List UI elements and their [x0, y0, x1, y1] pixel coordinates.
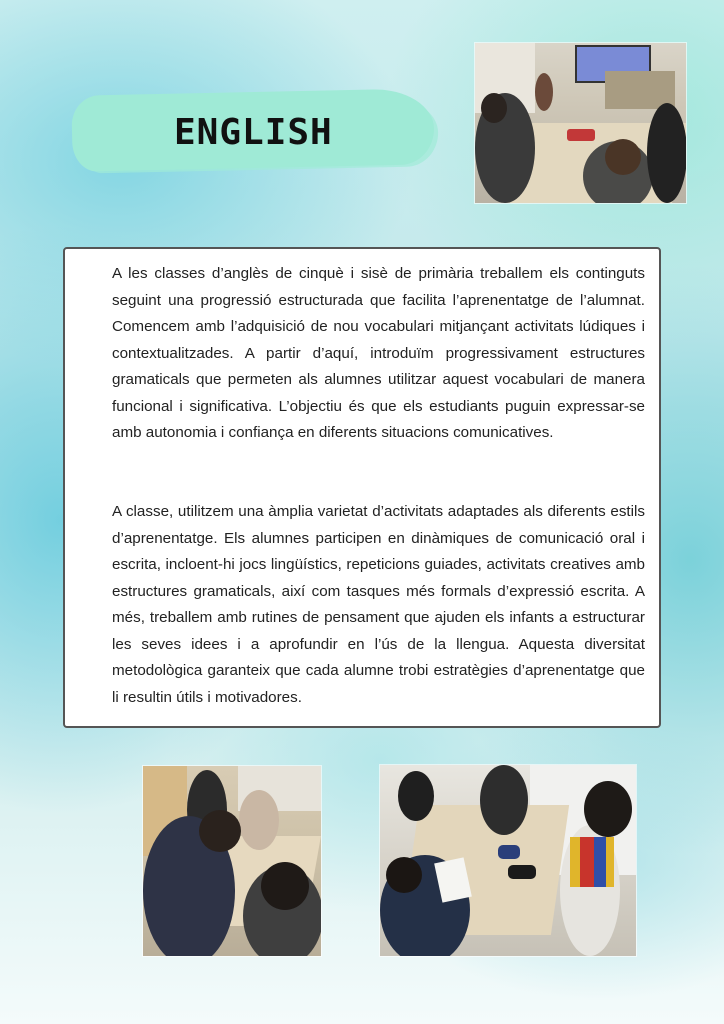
description-text-box	[63, 247, 661, 728]
page-title: ENGLISH	[174, 112, 333, 153]
students-writing-photo	[142, 765, 322, 957]
paragraph-2: A classe, utilitzem una àmplia varietat d’activitats adaptades als diferents estils d’aprenentatge. Els alumnes participen en dinàmiques de comunicació oral i escrita, incloent-hi jocs lingüístics, repeticions guiades, activitats creatives amb estructures gramaticals, així com tasques més formals d’expressió escrita. A més, treballem amb rutines de pensament que ajuden els infants a estructurar les seves idees i a aprofundir en l’ús de la llengua. Aquesta diversitat metodològica garanteix que cada alumne trobi estratègies d’aprenentatge que li resultin útils i motivadores.	[112, 503, 645, 706]
paragraph-1: A les classes d’anglès de cinquè i sisè de primària treballem els continguts seguint una progressió estructurada que facilita l’aprenentatge de l’alumnat. Comencem amb l’adquisició de nou vocabulari mitjançant activitats lúdiques i contextualitzades. A partir d’aquí, introduïm progressivament estructures gramaticals que permeten als alumnes utilitzar aquest vocabulari de manera funcional i significativa. L’objectiu és que els estudiants puguin expressar-se amb autonomia i confiança en diferents situacions comunicatives.	[112, 265, 645, 441]
classroom-photo-top	[474, 42, 687, 204]
group-activity-photo	[379, 764, 637, 957]
